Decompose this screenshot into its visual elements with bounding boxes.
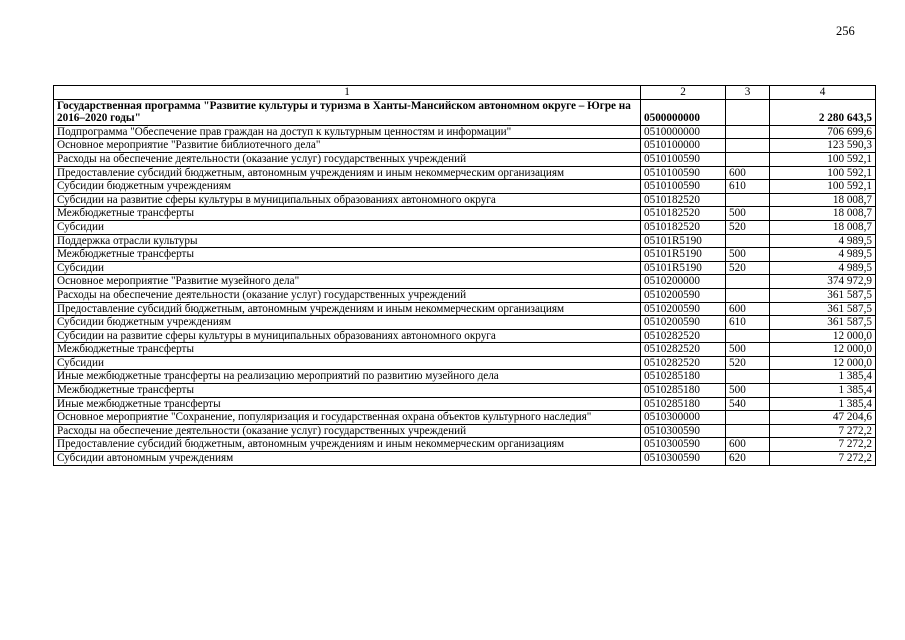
row-type-cell: 520 (726, 356, 770, 370)
row-name-cell: Межбюджетные трансферты (54, 207, 641, 221)
row-sum-cell: 7 272,2 (770, 438, 876, 452)
page-number: 256 (836, 24, 855, 38)
table-row (54, 370, 876, 384)
table-row (54, 139, 876, 153)
row-sum-cell: 12 000,0 (770, 343, 876, 357)
row-sum-cell: 1 385,4 (770, 384, 876, 398)
row-code-cell: 05101R5190 (641, 248, 726, 262)
row-type-cell: 500 (726, 207, 770, 221)
table-row (54, 125, 876, 139)
row-code-cell: 0510285180 (641, 384, 726, 398)
budget-table (53, 85, 876, 466)
row-sum-cell: 361 587,5 (770, 288, 876, 302)
row-name-cell: Субсидии бюджетным учреждениям (54, 316, 641, 330)
row-name-cell: Основное мероприятие "Сохранение, популяризация и государственная охрана объектов культурного наследия" (54, 411, 641, 425)
row-sum-cell: 18 008,7 (770, 220, 876, 234)
budget-table-body (54, 86, 876, 466)
table-row (54, 248, 876, 262)
row-type-cell (726, 99, 770, 125)
table-row (54, 275, 876, 289)
row-code-cell: 05101R5190 (641, 234, 726, 248)
row-sum-cell: 12 000,0 (770, 329, 876, 343)
table-row (54, 356, 876, 370)
row-name-cell: Иные межбюджетные трансферты на реализацию мероприятий по развитию музейного дела (54, 370, 641, 384)
row-name-cell: Поддержка отрасли культуры (54, 234, 641, 248)
row-type-cell: 500 (726, 384, 770, 398)
row-sum-cell: 1 385,4 (770, 370, 876, 384)
row-name-cell: Расходы на обеспечение деятельности (оказание услуг) государственных учреждений (54, 288, 641, 302)
table-row (54, 384, 876, 398)
row-code-cell: 0510282520 (641, 356, 726, 370)
row-name-cell: Предоставление субсидий бюджетным, автономным учреждениям и иным некоммерческим организациям (54, 438, 641, 452)
row-sum-cell: 100 592,1 (770, 152, 876, 166)
row-code-cell: 0510000000 (641, 125, 726, 139)
row-sum-cell: 7 272,2 (770, 424, 876, 438)
table-header-row (54, 86, 876, 100)
row-name-cell: Иные межбюджетные трансферты (54, 397, 641, 411)
row-type-cell (726, 424, 770, 438)
row-type-cell: 620 (726, 452, 770, 466)
row-code-cell: 0510285180 (641, 370, 726, 384)
row-sum-cell: 100 592,1 (770, 166, 876, 180)
row-type-cell (726, 193, 770, 207)
row-type-cell: 600 (726, 438, 770, 452)
row-name-cell: Субсидии (54, 220, 641, 234)
table-row (54, 152, 876, 166)
row-sum-cell: 7 272,2 (770, 452, 876, 466)
row-name-cell: Субсидии (54, 356, 641, 370)
row-type-cell (726, 139, 770, 153)
table-row (54, 234, 876, 248)
row-sum-cell: 18 008,7 (770, 207, 876, 221)
row-sum-cell: 374 972,9 (770, 275, 876, 289)
row-type-cell: 500 (726, 248, 770, 262)
table-row (54, 288, 876, 302)
table-row (54, 220, 876, 234)
row-name-cell: Расходы на обеспечение деятельности (оказание услуг) государственных учреждений (54, 152, 641, 166)
row-code-cell: 0510100590 (641, 152, 726, 166)
row-name-cell: Субсидии бюджетным учреждениям (54, 180, 641, 194)
row-name-cell: Межбюджетные трансферты (54, 384, 641, 398)
row-name-cell: Предоставление субсидий бюджетным, автономным учреждениям и иным некоммерческим организациям (54, 166, 641, 180)
row-name-cell: Предоставление субсидий бюджетным, автономным учреждениям и иным некоммерческим организациям (54, 302, 641, 316)
table-row (54, 180, 876, 194)
row-code-cell: 05101R5190 (641, 261, 726, 275)
row-code-cell: 0510285180 (641, 397, 726, 411)
row-type-cell: 540 (726, 397, 770, 411)
row-type-cell: 520 (726, 220, 770, 234)
row-sum-cell: 1 385,4 (770, 397, 876, 411)
table-row (54, 207, 876, 221)
table-row (54, 452, 876, 466)
row-code-cell: 0510300590 (641, 438, 726, 452)
row-code-cell: 0510200590 (641, 288, 726, 302)
row-sum-cell: 4 989,5 (770, 248, 876, 262)
row-type-cell (726, 288, 770, 302)
table-row (54, 316, 876, 330)
row-code-cell: 0510200590 (641, 316, 726, 330)
row-code-cell: 0510100590 (641, 180, 726, 194)
row-type-cell (726, 234, 770, 248)
table-row (54, 343, 876, 357)
row-code-cell: 0510182520 (641, 193, 726, 207)
row-name-cell: Государственная программа "Развитие культуры и туризма в Ханты-Мансийском автономном округе – Югре на 2016–2020 годы" (54, 99, 641, 125)
row-sum-cell: 47 204,6 (770, 411, 876, 425)
row-name-cell: Субсидии (54, 261, 641, 275)
row-name-cell: Субсидии на развитие сферы культуры в муниципальных образованиях автономного округа (54, 329, 641, 343)
row-type-cell: 520 (726, 261, 770, 275)
row-code-cell: 0510282520 (641, 329, 726, 343)
header-col-2: 2 (641, 86, 726, 100)
row-code-cell: 0510300590 (641, 424, 726, 438)
row-name-cell: Межбюджетные трансферты (54, 248, 641, 262)
row-code-cell: 0510200590 (641, 302, 726, 316)
row-type-cell (726, 329, 770, 343)
row-type-cell: 600 (726, 302, 770, 316)
table-row (54, 424, 876, 438)
header-col-1: 1 (54, 86, 641, 100)
row-type-cell (726, 370, 770, 384)
row-type-cell: 610 (726, 180, 770, 194)
header-col-4: 4 (770, 86, 876, 100)
row-code-cell: 0510300590 (641, 452, 726, 466)
row-name-cell: Расходы на обеспечение деятельности (оказание услуг) государственных учреждений (54, 424, 641, 438)
row-code-cell: 0510182520 (641, 207, 726, 221)
table-row (54, 166, 876, 180)
table-row (54, 438, 876, 452)
row-name-cell: Субсидии на развитие сферы культуры в муниципальных образованиях автономного округа (54, 193, 641, 207)
row-sum-cell: 12 000,0 (770, 356, 876, 370)
table-row (54, 99, 876, 125)
row-sum-cell: 18 008,7 (770, 193, 876, 207)
row-sum-cell: 100 592,1 (770, 180, 876, 194)
row-code-cell: 0510182520 (641, 220, 726, 234)
row-name-cell: Субсидии автономным учреждениям (54, 452, 641, 466)
row-type-cell: 610 (726, 316, 770, 330)
row-type-cell: 600 (726, 166, 770, 180)
row-type-cell (726, 411, 770, 425)
row-name-cell: Основное мероприятие "Развитие музейного дела" (54, 275, 641, 289)
row-sum-cell: 2 280 643,5 (770, 99, 876, 125)
row-sum-cell: 123 590,3 (770, 139, 876, 153)
table-row (54, 261, 876, 275)
row-sum-cell: 706 699,6 (770, 125, 876, 139)
row-code-cell: 0510300000 (641, 411, 726, 425)
row-sum-cell: 361 587,5 (770, 316, 876, 330)
row-code-cell: 0500000000 (641, 99, 726, 125)
row-name-cell: Подпрограмма "Обеспечение прав граждан на доступ к культурным ценностям и информации" (54, 125, 641, 139)
row-name-cell: Основное мероприятие "Развитие библиотечного дела" (54, 139, 641, 153)
table-row (54, 397, 876, 411)
row-sum-cell: 361 587,5 (770, 302, 876, 316)
row-code-cell: 0510100000 (641, 139, 726, 153)
row-sum-cell: 4 989,5 (770, 234, 876, 248)
row-type-cell (726, 275, 770, 289)
row-type-cell (726, 125, 770, 139)
table-row (54, 193, 876, 207)
header-col-3: 3 (726, 86, 770, 100)
row-type-cell: 500 (726, 343, 770, 357)
row-code-cell: 0510200000 (641, 275, 726, 289)
row-code-cell: 0510100590 (641, 166, 726, 180)
row-name-cell: Межбюджетные трансферты (54, 343, 641, 357)
row-sum-cell: 4 989,5 (770, 261, 876, 275)
row-code-cell: 0510282520 (641, 343, 726, 357)
table-row (54, 329, 876, 343)
table-row (54, 411, 876, 425)
table-row (54, 302, 876, 316)
row-type-cell (726, 152, 770, 166)
